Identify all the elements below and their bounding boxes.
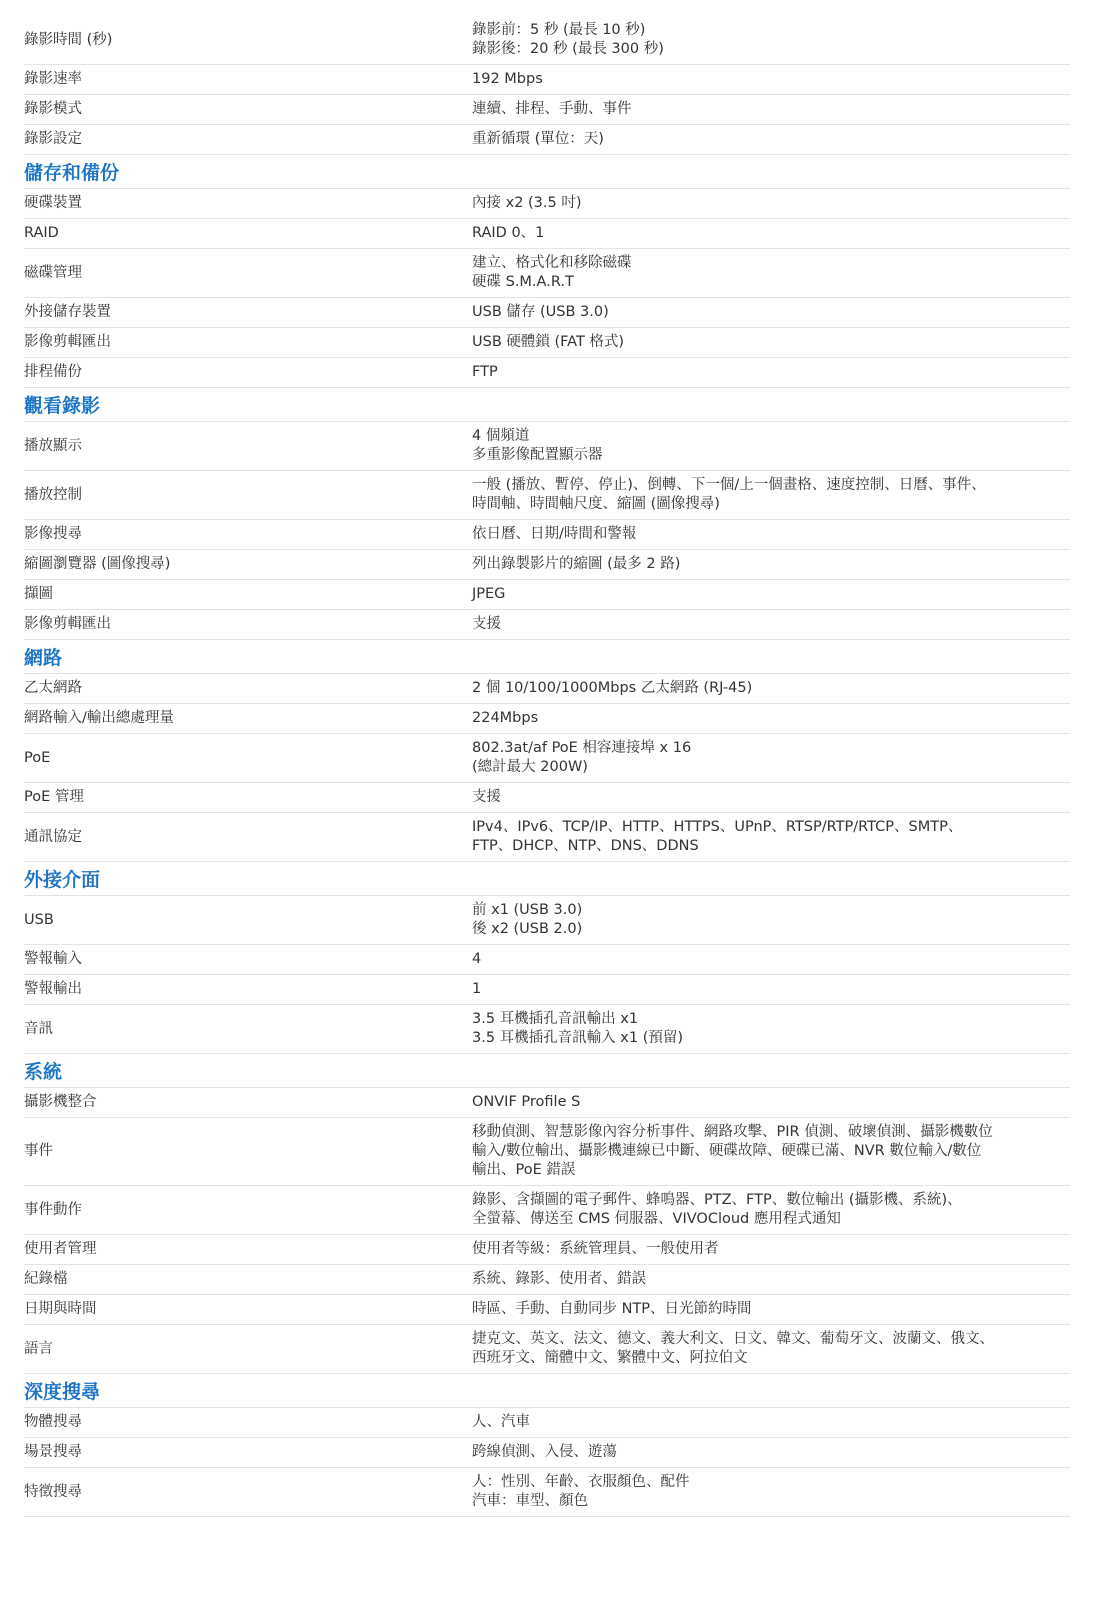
spec-label: 警報輸入 — [24, 951, 82, 967]
spec-value-line: 輸入/數位輸出、攝影機連線已中斷、硬碟故障、硬碟已滿、NVR 數位輸入/數位 — [472, 1143, 982, 1159]
spec-label: 事件動作 — [24, 1201, 82, 1218]
spec-row — [24, 896, 1070, 945]
spec-value-line: 192 Mbps — [472, 71, 543, 87]
spec-value — [472, 1330, 1070, 1368]
spec-value — [472, 709, 1070, 728]
spec-value-line: JPEG — [472, 586, 506, 602]
spec-row — [24, 1468, 1070, 1517]
spec-label: 影像搜尋 — [24, 526, 82, 542]
spec-row — [24, 95, 1070, 125]
spec-value-line: 系統、錄影、使用者、錯誤 — [472, 1271, 646, 1287]
spec-row — [24, 298, 1070, 328]
spec-label: 外接儲存裝置 — [24, 304, 111, 320]
spec-label: 播放顯示 — [24, 437, 82, 454]
spec-value-line: 3.5 耳機插孔音訊輸出 x1 — [472, 1011, 639, 1027]
spec-label: 磁碟管理 — [24, 264, 82, 281]
spec-value-line: 捷克文、英文、法文、德文、義大利文、日文、韓文、葡萄牙文、波蘭文、俄文、 — [472, 1331, 994, 1347]
spec-value — [472, 333, 1070, 352]
spec-label: 事件 — [24, 1143, 53, 1159]
spec-value-line: USB 儲存 (USB 3.0) — [472, 304, 609, 320]
spec-value-line: 移動偵測、智慧影像內容分析事件、網路攻擊、PIR 偵測、破壞偵測、攝影機數位 — [472, 1124, 993, 1140]
spec-value-line: 使用者等級：系統管理員、一般使用者 — [472, 1241, 719, 1257]
spec-value — [472, 1443, 1070, 1462]
spec-row — [24, 65, 1070, 95]
spec-label: 紀錄檔 — [24, 1271, 68, 1287]
spec-value-line: 前 x1 (USB 3.0) — [472, 902, 583, 918]
spec-label: 語言 — [24, 1340, 53, 1357]
spec-row — [24, 189, 1070, 219]
spec-value-line: 3.5 耳機插孔音訊輸入 x1 (預留) — [472, 1030, 684, 1046]
section-title: 深度搜尋 — [24, 1381, 101, 1403]
spec-value — [472, 224, 1070, 243]
section-title: 觀看錄影 — [24, 395, 101, 417]
spec-label: PoE — [24, 749, 51, 766]
spec-row — [24, 1438, 1070, 1468]
spec-value-line: 時間軸、時間軸尺度、縮圖 (圖像搜尋) — [472, 496, 720, 512]
spec-label: USB — [24, 911, 54, 928]
spec-value — [472, 788, 1070, 807]
spec-row — [24, 328, 1070, 358]
spec-value — [472, 427, 1070, 465]
spec-value — [472, 1240, 1070, 1259]
spec-value-line: 多重影像配置顯示器 — [472, 447, 603, 463]
spec-row — [24, 1325, 1070, 1374]
spec-value — [472, 254, 1070, 292]
section-header — [24, 1374, 1070, 1408]
spec-row — [24, 471, 1070, 520]
spec-row — [24, 422, 1070, 471]
spec-label: 特徵搜尋 — [24, 1483, 82, 1500]
spec-row — [24, 674, 1070, 704]
spec-value — [472, 70, 1070, 89]
spec-value — [472, 100, 1070, 119]
spec-label: 乙太網路 — [24, 680, 82, 696]
section-header — [24, 862, 1070, 896]
spec-row — [24, 975, 1070, 1005]
spec-label: 錄影模式 — [24, 101, 82, 117]
spec-value — [472, 950, 1070, 969]
spec-row — [24, 734, 1070, 783]
spec-label: 日期與時間 — [24, 1301, 97, 1317]
spec-value-line: 1 — [472, 981, 482, 997]
spec-value — [472, 303, 1070, 322]
spec-row — [24, 16, 1070, 65]
spec-row — [24, 249, 1070, 298]
spec-value — [472, 980, 1070, 999]
section-title: 外接介面 — [24, 869, 101, 891]
spec-row — [24, 1005, 1070, 1054]
spec-value-line: 時區、手動、自動同步 NTP、日光節約時間 — [472, 1301, 752, 1317]
spec-value-line: 硬碟 S.M.A.R.T — [472, 274, 574, 290]
spec-value — [472, 1413, 1070, 1432]
spec-row — [24, 550, 1070, 580]
spec-row — [24, 1408, 1070, 1438]
section-header — [24, 388, 1070, 422]
spec-value-line: 後 x2 (USB 2.0) — [472, 921, 583, 937]
spec-value-line: 支援 — [472, 616, 501, 632]
section-title: 網路 — [24, 647, 63, 669]
spec-row — [24, 1186, 1070, 1235]
spec-value-line: FTP、DHCP、NTP、DNS、DDNS — [472, 838, 699, 854]
spec-row — [24, 1265, 1070, 1295]
spec-label: 縮圖瀏覽器 (圖像搜尋) — [24, 556, 171, 572]
spec-value — [472, 615, 1070, 634]
spec-label: 擷圖 — [24, 586, 53, 602]
spec-value-line: 人、汽車 — [472, 1414, 530, 1430]
spec-value-line: FTP — [472, 364, 498, 380]
spec-value — [472, 739, 1070, 777]
spec-value-line: 支援 — [472, 789, 501, 805]
spec-row — [24, 219, 1070, 249]
spec-row — [24, 358, 1070, 388]
spec-label: 硬碟裝置 — [24, 195, 82, 211]
spec-label: 播放控制 — [24, 486, 82, 503]
spec-value — [472, 818, 1070, 856]
spec-value — [472, 21, 1070, 59]
spec-value-line: 4 個頻道 — [472, 428, 530, 444]
spec-value-line: 依日曆、日期/時間和警報 — [472, 526, 637, 542]
spec-label: 警報輸出 — [24, 981, 82, 997]
spec-value — [472, 1010, 1070, 1048]
spec-value-line: 汽車：車型、顏色 — [472, 1493, 588, 1509]
spec-value-line: 輸出、PoE 錯誤 — [472, 1162, 576, 1178]
spec-label: 錄影設定 — [24, 131, 82, 147]
spec-value — [472, 194, 1070, 213]
spec-row — [24, 704, 1070, 734]
spec-value-line: IPv4、IPv6、TCP/IP、HTTP、HTTPS、UPnP、RTSP/RTP/RTCP、SMTP、 — [472, 819, 963, 835]
spec-label: 攝影機整合 — [24, 1094, 97, 1110]
spec-value-line: 4 — [472, 951, 482, 967]
spec-label: 錄影速率 — [24, 71, 82, 87]
spec-value-line: 802.3at/af PoE 相容連接埠 x 16 — [472, 740, 692, 756]
spec-value-line: 224Mbps — [472, 710, 539, 726]
spec-value-line: 建立、格式化和移除磁碟 — [472, 255, 632, 271]
spec-value-line: 錄影後：20 秒 (最長 300 秒) — [472, 41, 664, 57]
spec-value — [472, 1123, 1070, 1180]
spec-value-line: USB 硬體鎖 (FAT 格式) — [472, 334, 625, 350]
spec-value-line: RAID 0、1 — [472, 225, 545, 241]
spec-value-line: ONVIF Profile S — [472, 1094, 581, 1110]
spec-value — [472, 1270, 1070, 1289]
spec-table — [24, 16, 1070, 1517]
spec-row — [24, 520, 1070, 550]
spec-value-line: 人：性別、年齡、衣服顏色、配件 — [472, 1474, 690, 1490]
spec-value — [472, 585, 1070, 604]
section-header — [24, 1054, 1070, 1088]
spec-row — [24, 125, 1070, 155]
spec-value — [472, 363, 1070, 382]
spec-row — [24, 1118, 1070, 1186]
spec-value — [472, 1473, 1070, 1511]
spec-value — [472, 525, 1070, 544]
spec-value-line: 列出錄製影片的縮圖 (最多 2 路) — [472, 556, 681, 572]
spec-row — [24, 783, 1070, 813]
spec-value-line: 內接 x2 (3.5 吋) — [472, 195, 582, 211]
spec-value — [472, 901, 1070, 939]
section-title: 系統 — [24, 1061, 63, 1083]
spec-row — [24, 580, 1070, 610]
spec-label: 通訊協定 — [24, 828, 82, 845]
spec-row — [24, 610, 1070, 640]
spec-row — [24, 1235, 1070, 1265]
spec-label: PoE 管理 — [24, 789, 84, 805]
spec-value-line: 錄影前：5 秒 (最長 10 秒) — [472, 22, 646, 38]
section-header — [24, 640, 1070, 674]
spec-row — [24, 945, 1070, 975]
spec-value — [472, 1300, 1070, 1319]
spec-label: 場景搜尋 — [24, 1444, 82, 1460]
spec-value — [472, 476, 1070, 514]
spec-row — [24, 813, 1070, 862]
spec-row — [24, 1295, 1070, 1325]
spec-value-line: 2 個 10/100/1000Mbps 乙太網路 (RJ-45) — [472, 680, 753, 696]
spec-value — [472, 555, 1070, 574]
spec-value-line: 錄影、含擷圖的電子郵件、蜂鳴器、PTZ、FTP、數位輸出 (攝影機、系統)、 — [472, 1192, 962, 1208]
section-header — [24, 155, 1070, 189]
spec-label: 使用者管理 — [24, 1241, 97, 1257]
spec-value-line: 連續、排程、手動、事件 — [472, 101, 632, 117]
spec-row — [24, 1088, 1070, 1118]
spec-label: 物體搜尋 — [24, 1414, 82, 1430]
spec-value-line: 重新循環 (單位：天) — [472, 131, 604, 147]
spec-label: 影像剪輯匯出 — [24, 334, 111, 350]
spec-value-line: 跨線偵測、入侵、遊蕩 — [472, 1444, 617, 1460]
spec-value — [472, 1093, 1070, 1112]
spec-value — [472, 679, 1070, 698]
spec-label: 影像剪輯匯出 — [24, 616, 111, 632]
spec-value — [472, 1191, 1070, 1229]
spec-value-line: 西班牙文、簡體中文、繁體中文、阿拉伯文 — [472, 1350, 748, 1366]
spec-label: 音訊 — [24, 1020, 53, 1037]
spec-label: 排程備份 — [24, 364, 82, 380]
spec-value-line: 一般 (播放、暫停、停止)、倒轉、下一個/上一個畫格、速度控制、日曆、事件、 — [472, 477, 986, 493]
spec-value-line: (總計最大 200W) — [472, 759, 588, 775]
section-title: 儲存和備份 — [24, 162, 120, 184]
spec-label: RAID — [24, 225, 59, 241]
spec-label: 網路輸入/輸出總處理量 — [24, 710, 174, 726]
spec-value — [472, 130, 1070, 149]
spec-label: 錄影時間 (秒) — [24, 31, 113, 48]
spec-value-line: 全螢幕、傳送至 CMS 伺服器、VIVOCloud 應用程式通知 — [472, 1211, 841, 1227]
